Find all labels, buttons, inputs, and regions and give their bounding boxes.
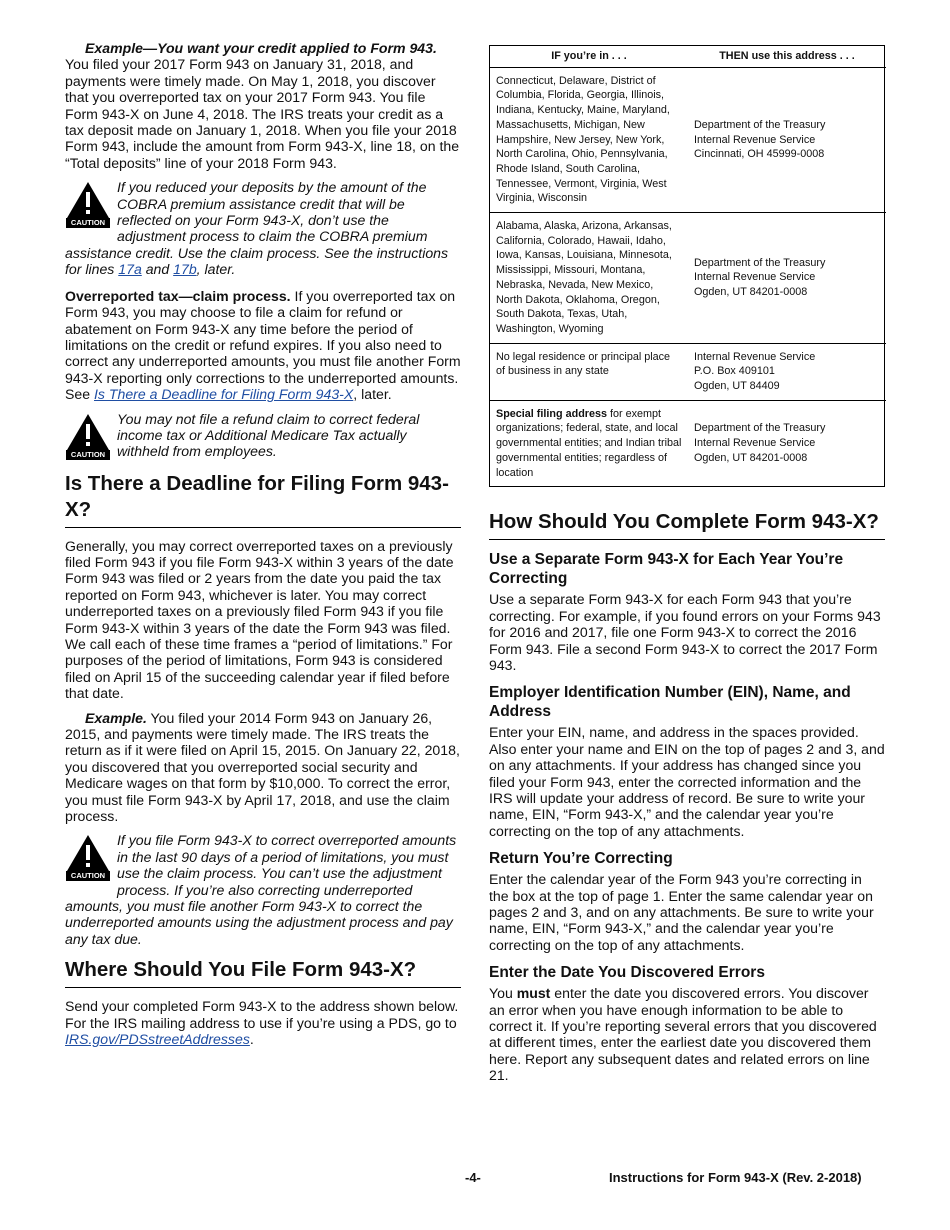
special-filing-text: for exempt organizations; federal, state, and local governmental entities; and Indian tribal governmental entities; regardless of location [496, 407, 682, 479]
address-line: Department of the Treasury [694, 422, 826, 435]
caution-label: CAUTION [66, 218, 110, 228]
caution-cobra-end: , later. [196, 261, 236, 278]
deadline-paragraph: Generally, you may correct overreported taxes on a previously filed Form 943 if you file Form 943-X within 3 years of the date Form 943 was filed or 2 years from the date you paid the tax reported on Form 943, whichever is later. You may correct underreported taxes on a previously filed Form 943 if you file Form 943-X within 3 years of the date the Form 943 was filed. We call each of these time frames a “period of limitations.” For purposes of the period of limitations, Form 943 is considered filed on April 15 of the succeeding calendar year if filed before that date. [65, 537, 454, 702]
claim-process-end: , later. [353, 386, 392, 403]
address-line: Cincinnati, OH 45999-0008 [694, 148, 825, 161]
address-line: Internal Revenue Service [694, 133, 816, 146]
date-discovered-must: must [516, 985, 551, 1002]
caution-refund-text: You may not file a refund claim to correct federal income tax or Additional Medicare Tax actually withheld from employees. [117, 410, 420, 460]
caution-icon [65, 413, 111, 461]
address-table [489, 45, 885, 487]
example-credit-text: You filed your 2017 Form 943 on January 31, 2018, and payments were timely made. On May 1, 2018, you discover that you overreported tax on your 2017 Form 943. You file Form 943-X on June 4, 2018. The IRS treats your credit as a tax deposit made on January 1, 2018. When you file your 2018 Form 943, include the amount from Form 943-X, line 18, on the “Total deposits” line of your 2018 Form 943. [65, 56, 460, 171]
caution-label: CAUTION [66, 871, 110, 881]
caution-note-refund [65, 411, 461, 461]
caution-90-days-text: If you file Form 943-X to correct overreported amounts in the last 90 days of a period of limitations, you must use the claim process. You can’t use the adjustment process. If you’re also correcting underreported amounts, you must file another Form 943-X to correct the underreported amounts using the adjustment process and pay any tax due. [65, 832, 457, 947]
caution-cobra-and: and [141, 261, 174, 278]
caution-icon [65, 181, 111, 229]
table-row [490, 400, 886, 486]
address-line: P.O. Box 409101 [694, 365, 775, 378]
claim-process-text: If you overreported tax on Form 943, you may choose to file a claim for refund or abatement on Form 943-X any time before the period of limitations on the credit or refund expires. If you also need to correct any underreported amounts, you must file another Form 943-X reporting only corrections to the underreported amounts. See [65, 287, 461, 403]
link-pds-addresses[interactable]: IRS.gov/PDSstreetAddresses [65, 1031, 250, 1048]
address-line: Ogden, UT 84201-0008 [694, 286, 808, 299]
where-to-file-text: Send your completed Form 943-X to the address shown below. For the IRS mailing address to use if you’re using a PDS, go to [65, 998, 459, 1031]
table-cell-states: Alabama, Alaska, Arizona, Arkansas, California, Colorado, Hawaii, Idaho, Iowa, Kansas, Louisiana, Minnesota, Mississippi, Missouri, Montana, Nebraska, Nevada, New Mexico, North Dakota, Oklahoma, Oregon, South Dakota, Texas, Utah, Washington, Wyoming [490, 213, 688, 344]
ein-paragraph: Enter your EIN, name, and address in the spaces provided. Also enter your name and EIN on the top of pages 2 and 3, and on any attachments. If your address has changed since you filed your Form 943, enter the corrected information and the IRS will update your address of record. Be sure to write your name, EIN, “Form 943-X,” and the calendar year you’re correcting on the top of any attachments. [489, 724, 885, 839]
address-line: Ogden, UT 84409 [694, 380, 780, 393]
address-line: Department of the Treasury [694, 118, 826, 131]
heading-deadline: Is There a Deadline for Filing Form 943-X? [65, 471, 461, 528]
heading-date-discovered: Enter the Date You Discovered Errors [489, 964, 765, 982]
caution-note-90-days [65, 832, 461, 947]
caution-label: CAUTION [66, 450, 110, 460]
date-discovered-paragraph [489, 985, 885, 1083]
example-credit-heading: Example—You want your credit applied to Form 943. [85, 40, 437, 56]
address-line: Ogden, UT 84201-0008 [694, 451, 808, 464]
address-line: Internal Revenue Service [694, 271, 816, 284]
date-discovered-pre: You [489, 985, 517, 1002]
table-cell-states: No legal residence or principal place of business in any state [490, 343, 688, 400]
link-line-17b[interactable]: 17b [173, 261, 197, 278]
separate-form-paragraph: Use a separate Form 943-X for each Form 943 that you’re correcting. For example, if you found errors on your Forms 943 for 2016 and 2017, file one Form 943-X to correct the 2016 Form 943. File a second Form 943-X to correct the 2017 Form 943. [489, 591, 881, 673]
claim-process-heading: Overreported tax—claim process. [65, 287, 291, 304]
claim-process-paragraph [65, 288, 461, 403]
heading-where-to-file: Where Should You File Form 943-X? [65, 957, 461, 988]
example-credit-paragraph [65, 40, 461, 171]
special-filing-label: Special filing address [496, 407, 608, 420]
caution-note-cobra [65, 179, 461, 277]
table-cell-states [490, 400, 688, 486]
table-cell-address [688, 213, 886, 344]
table-header-if: IF you’re in . . . [490, 46, 688, 67]
example-deadline-heading: Example. [85, 709, 147, 726]
where-to-file-end: . [249, 1031, 254, 1048]
table-cell-address [688, 343, 886, 400]
heading-ein: Employer Identification Number (EIN), Name, and Address [489, 684, 851, 721]
right-column [489, 45, 885, 1092]
caution-cobra-text: If you reduced your deposits by the amount of the COBRA premium assistance credit that will be reflected on your Form 943-X, don’t use the adjustment process to claim the COBRA premium assistance credit. Use the claim process. See the instructions for lines [65, 179, 449, 278]
table-header-row [490, 46, 886, 67]
table-cell-address [688, 67, 886, 212]
left-column [65, 40, 461, 1056]
caution-icon [65, 834, 111, 882]
table-cell-address [688, 400, 886, 486]
link-deadline-section[interactable]: Is There a Deadline for Filing Form 943-X [94, 386, 354, 403]
where-to-file-paragraph [65, 998, 461, 1047]
footer-title: Instructions for Form 943-X (Rev. 2-2018) [609, 1170, 862, 1185]
heading-return-correcting: Return You’re Correcting [489, 850, 673, 868]
address-line: Internal Revenue Service [694, 350, 816, 363]
example-deadline-text: You filed your 2014 Form 943 on January 26, 2015, and payments were timely made. The IRS treats the return as if it were filed on April 15, 2015. On January 22, 2018, you discovered that you overreported social security and Medicare wages on that form by $10,000. To correct the error, you must file Form 943-X by April 17, 2018, and use the claim process. [65, 709, 460, 825]
table-row [490, 67, 886, 212]
return-correcting-paragraph: Enter the calendar year of the Form 943 you’re correcting in the box at the top of page 1. Enter the same calendar year on pages 2 and 3, and on any attachments. Be sure to write your name, EIN, “Form 943-X,” and the calendar year you’re correcting on the top of any attachments. [489, 871, 874, 953]
page-number: -4- [465, 1170, 481, 1185]
table-header-then: THEN use this address . . . [688, 46, 886, 67]
link-line-17a[interactable]: 17a [118, 261, 142, 278]
heading-separate-form: Use a Separate Form 943-X for Each Year You’re Correcting [489, 551, 844, 588]
date-discovered-text: enter the date you discovered errors. You discover an error when you have enough information to be able to correct it. If you’re reporting several errors that you discovered at different times, enter the earliest date you discovered them here. Report any subsequent dates and related errors on line 21. [489, 985, 877, 1084]
heading-how-to-complete: How Should You Complete Form 943-X? [489, 509, 885, 540]
address-line: Department of the Treasury [694, 256, 826, 269]
table-cell-states: Connecticut, Delaware, District of Columbia, Florida, Georgia, Illinois, Indiana, Kentucky, Maine, Maryland, Massachusetts, Michigan, New Hampshire, New Jersey, New York, North Carolina, Ohio, Pennsylvania, Rhode Island, South Carolina, Tennessee, Vermont, Virginia, West Virginia, Wisconsin [490, 67, 688, 212]
table-row [490, 213, 886, 344]
example-deadline-paragraph [65, 710, 461, 825]
table-row [490, 343, 886, 400]
address-line: Internal Revenue Service [694, 437, 816, 450]
